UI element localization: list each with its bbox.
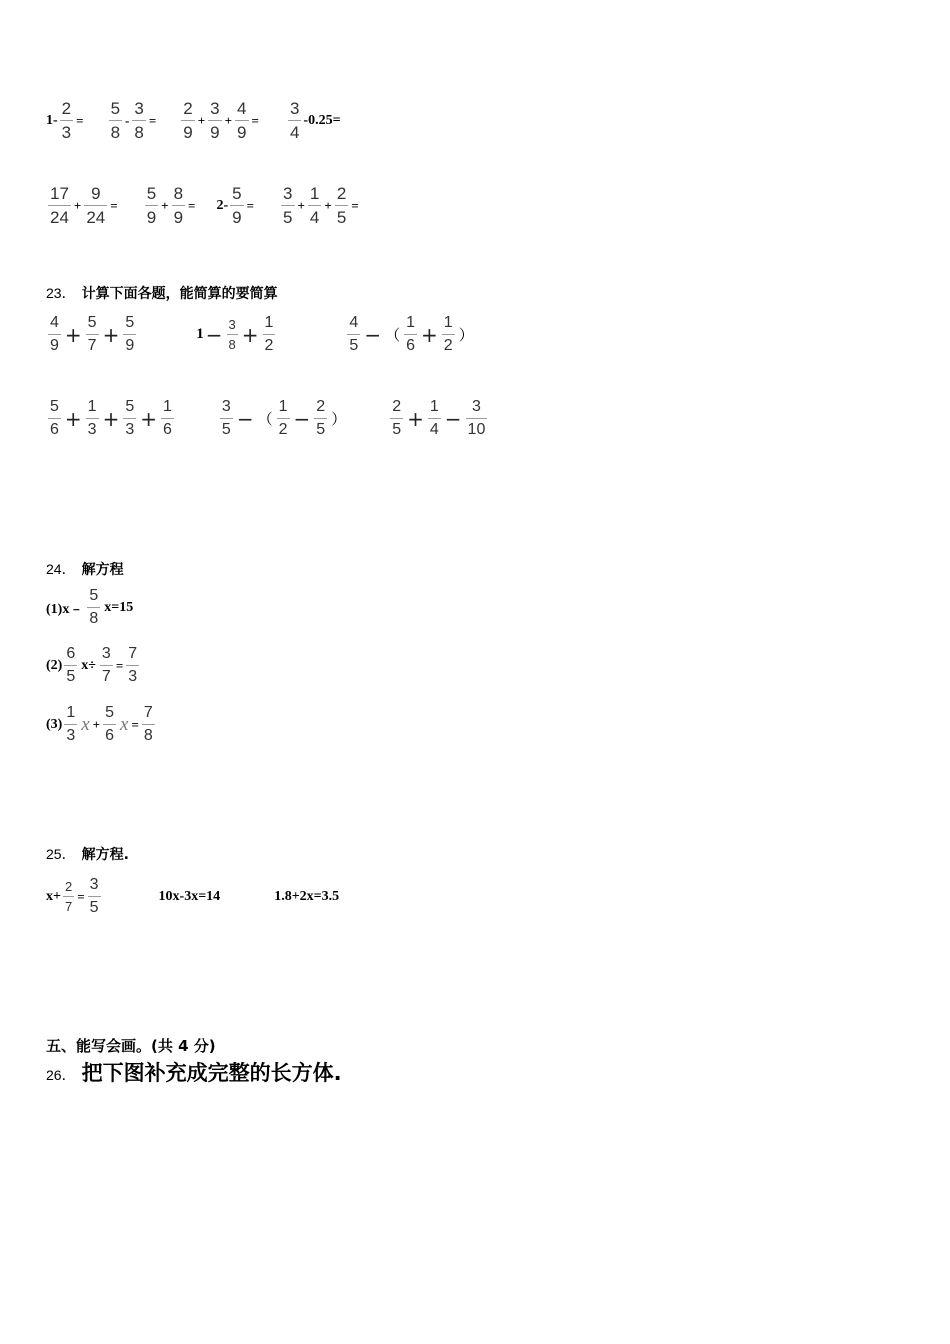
equation-1: (1)x﹣ $\frac{5}{8}$ x=15 [46, 587, 134, 627]
fraction: $\frac{2}{5}$ [316, 398, 326, 438]
expr-3: $\frac{4}{5}$ − （ $\frac{1}{6}$ + $\frac{1}{2}$ ） [349, 314, 474, 354]
fraction: $\frac{2}{5}$ [336, 184, 347, 227]
fraction: $\frac{8}{9}$ [173, 184, 184, 227]
fraction: $\frac{5}{9}$ [146, 184, 157, 227]
question-number: 26． [46, 1067, 76, 1083]
expr-3: $\frac{2}{5}$ + $\frac{1}{4}$ − $\frac{3}{10}$ [392, 398, 486, 438]
expr-3: $\frac{2}{9}$ + $\frac{3}{9}$ + $\frac{4}{9}$ = [183, 99, 259, 142]
question-text: 计算下面各题，能简算的要简算 [81, 286, 278, 302]
question-number: 25． [46, 846, 76, 862]
expr-1: $\frac{5}{6}$ + $\frac{1}{3}$ + $\frac{5}{3}$ + $\frac{1}{6}$ [50, 398, 172, 438]
fraction: $\frac{3}{9}$ [210, 99, 220, 142]
fraction: $\frac{5}{6}$ [50, 398, 59, 438]
fraction: $\frac{5}{9}$ [232, 184, 242, 227]
equation-2: (2) $\frac{6}{5}$ x÷ $\frac{3}{7}$ = $\frac{7}{3}$ [46, 645, 138, 685]
fraction: $\frac{1}{2}$ [264, 314, 274, 354]
expr-1: $\frac{17}{24}$ + $\frac{9}{24}$ = [50, 184, 118, 227]
fraction: $\frac{2}{3}$ [61, 99, 72, 142]
calc-row-3 [46, 315, 476, 354]
fraction: $\frac{3}{8}$ [134, 99, 144, 142]
fraction: $\frac{3}{5}$ [283, 184, 293, 227]
fraction: $\frac{2}{9}$ [183, 99, 193, 142]
expr-3: 2- $\frac{5}{9}$ = [216, 184, 255, 227]
expr-3: 1.8+2x=3.5 [274, 888, 340, 904]
expr-4: $\frac{3}{5}$ + $\frac{1}{4}$ + $\frac{2}{5}$ = [283, 184, 359, 227]
expr-2: 10x-3x=14 [158, 888, 221, 904]
section-5-heading: 五、能写会画。(共 4 分) [46, 1037, 216, 1055]
question-24-title [46, 559, 124, 579]
calc-row-1 [46, 100, 341, 141]
fraction: $\frac{5}{9}$ [125, 314, 135, 354]
fraction: $\frac{3}{5}$ [221, 398, 231, 438]
fraction: $\frac{5}{8}$ [89, 587, 99, 627]
expr-1: $\frac{4}{9}$ + $\frac{5}{7}$ + $\frac{5}{9}$ [50, 314, 135, 354]
calc-row-4 [46, 399, 489, 438]
fraction: $\frac{4}{5}$ [349, 314, 359, 354]
question-25-title [46, 844, 129, 864]
equals-sign: = [76, 112, 84, 128]
expr-2: 1 − $\frac{3}{8}$ + $\frac{1}{2}$ [196, 314, 274, 354]
fraction: $\frac{3}{8}$ [228, 317, 236, 352]
expr-2: $\frac{3}{5}$ − （ $\frac{1}{2}$ − $\frac{2}{5}$ ） [221, 398, 347, 438]
fraction: $\frac{1}{2}$ [443, 314, 453, 354]
fraction: $\frac{1}{3}$ [66, 704, 76, 744]
fraction: $\frac{2}{5}$ [392, 398, 402, 438]
fraction: $\frac{4}{9}$ [237, 99, 247, 142]
equation-3: (3) $\frac{1}{3}$ x + $\frac{5}{6}$ x = $\frac{7}{8}$ [46, 704, 153, 744]
fraction: $\frac{5}{7}$ [87, 314, 97, 354]
fraction: $\frac{1}{4}$ [309, 184, 320, 227]
fraction: $\frac{2}{7}$ [64, 879, 73, 914]
question-23-title [46, 283, 278, 303]
question-number: 23． [46, 285, 76, 301]
fraction: $\frac{5}{6}$ [105, 704, 114, 744]
fraction: $\frac{5}{8}$ [110, 99, 121, 142]
expr-2: $\frac{5}{8}$ - $\frac{3}{8}$ = [110, 99, 157, 142]
fraction: $\frac{1}{6}$ [163, 398, 172, 438]
fraction: $\frac{3}{5}$ [89, 876, 99, 916]
expr-1 [46, 100, 85, 141]
fraction: $\frac{1}{2}$ [278, 398, 288, 438]
fraction: $\frac{3}{4}$ [289, 99, 300, 142]
expr-4 [286, 100, 341, 141]
question-text: 解方程 [81, 562, 124, 578]
question-26-title [46, 1057, 342, 1087]
fraction: $\frac{3}{10}$ [467, 398, 486, 438]
fraction: $\frac{7}{3}$ [128, 645, 138, 685]
fraction: $\frac{5}{3}$ [125, 398, 135, 438]
fraction: $\frac{3}{7}$ [101, 645, 111, 685]
fraction: $\frac{9}{24}$ [86, 184, 106, 227]
fraction: $\frac{1}{6}$ [406, 314, 416, 354]
question-number: 24． [46, 561, 76, 577]
prefix: 1- [46, 112, 58, 128]
fraction: $\frac{1}{4}$ [429, 398, 439, 438]
fraction: $\frac{1}{3}$ [87, 398, 97, 438]
question-text: 把下图补充成完整的长方体. [81, 1061, 342, 1085]
question-text: 解方程. [81, 847, 129, 863]
expr-1: x+ $\frac{2}{7}$ = $\frac{3}{5}$ [46, 876, 99, 916]
equation-row-25 [46, 877, 339, 916]
expr-2: $\frac{5}{9}$ + $\frac{8}{9}$ = [146, 184, 196, 227]
fraction: $\frac{17}{24}$ [50, 184, 69, 227]
fraction: $\frac{7}{8}$ [143, 704, 153, 744]
calc-row-2 [46, 185, 360, 226]
fraction: $\frac{4}{9}$ [50, 314, 59, 354]
suffix: -0.25= [303, 112, 341, 128]
fraction: $\frac{6}{5}$ [66, 645, 76, 685]
